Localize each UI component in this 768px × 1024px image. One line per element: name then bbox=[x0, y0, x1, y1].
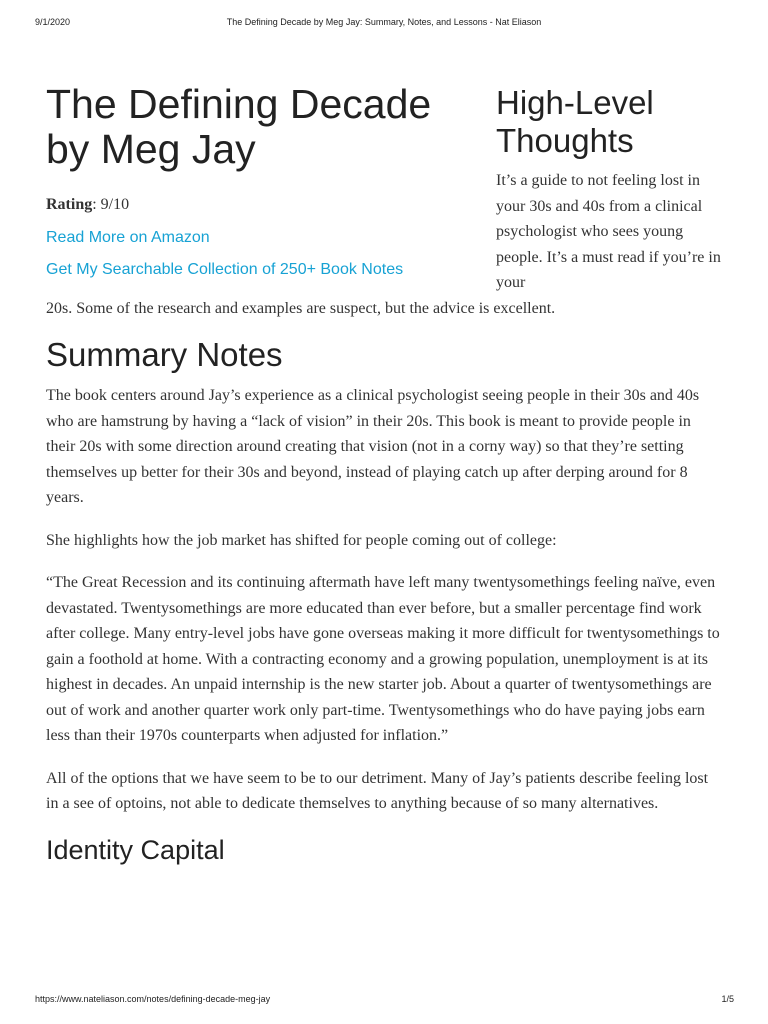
book-notes-link[interactable]: Get My Searchable Collection of 250+ Book Notes bbox=[46, 261, 404, 278]
summary-heading: Summary Notes bbox=[46, 336, 283, 373]
high-level-heading: High-Level Thoughts bbox=[496, 84, 654, 159]
high-level-text-continued: 20s. Some of the research and examples are suspect, but the advice is excellent. bbox=[46, 299, 556, 317]
summary-paragraph: All of the options that we have seem to be to our detriment. Many of Jay’s patients describe feeling lost in a see of optoins, not able to dedicate themselves to anything because of so many alternatives. bbox=[46, 769, 709, 812]
print-page-title: The Defining Decade by Meg Jay: Summary, Notes, and Lessons - Nat Eliason bbox=[226, 17, 542, 27]
print-page-number: 1/5 bbox=[721, 994, 734, 1004]
print-header bbox=[0, 17, 768, 31]
high-level-text: It’s a guide to not feeling lost in your 30s and 40s from a clinical psychologist who sees young people. It’s a must read if you’re in your bbox=[496, 172, 721, 291]
page-title: The Defining Decade by Meg Jay bbox=[46, 81, 432, 172]
print-date: 9/1/2020 bbox=[35, 17, 71, 27]
print-url: https://www.nateliason.com/notes/defining-decade-meg-jay bbox=[35, 994, 271, 1004]
quote-paragraph: “The Great Recession and its continuing aftermath have left many twentysomethings feeling naïve, even devastated. Twentysomethings are more educated than ever before, but a smaller percentage find work after college. Many entry-level jobs have gone overseas making it more difficult for twentysomethings to gain a foothold at home. With a contracting economy and a growing population, unemployment is at its highest in decades. An unpaid internship is the new starter job. About a quarter of twentysomethings are out of work and another quarter work only part-time. Twentysomethings who do have paying jobs earn less than their 1970s counterparts when adjusted for inflation.” bbox=[46, 574, 720, 744]
summary-paragraph: She highlights how the job market has shifted for people coming out of college: bbox=[46, 531, 557, 549]
amazon-link[interactable]: Read More on Amazon bbox=[46, 229, 210, 246]
high-level-thoughts bbox=[496, 82, 722, 296]
rating-label: Rating bbox=[46, 196, 93, 213]
rating-value: : 9/10 bbox=[92, 196, 130, 213]
article bbox=[46, 80, 722, 866]
intro-block bbox=[46, 82, 722, 292]
identity-capital-heading: Identity Capital bbox=[46, 834, 225, 865]
summary-paragraph: The book centers around Jay’s experience as a clinical psychologist seeing people in their 30s and 40s who are hamstrung by having a “lack of vision” in their 20s. This book is meant to provide people in their 20s with some direction around creating that vision (not in a corny way) so that they’re setting themselves up better for their 30s and beyond, instead of playing catch up after derping around for 8 years. bbox=[46, 387, 700, 506]
print-footer bbox=[0, 994, 768, 1008]
